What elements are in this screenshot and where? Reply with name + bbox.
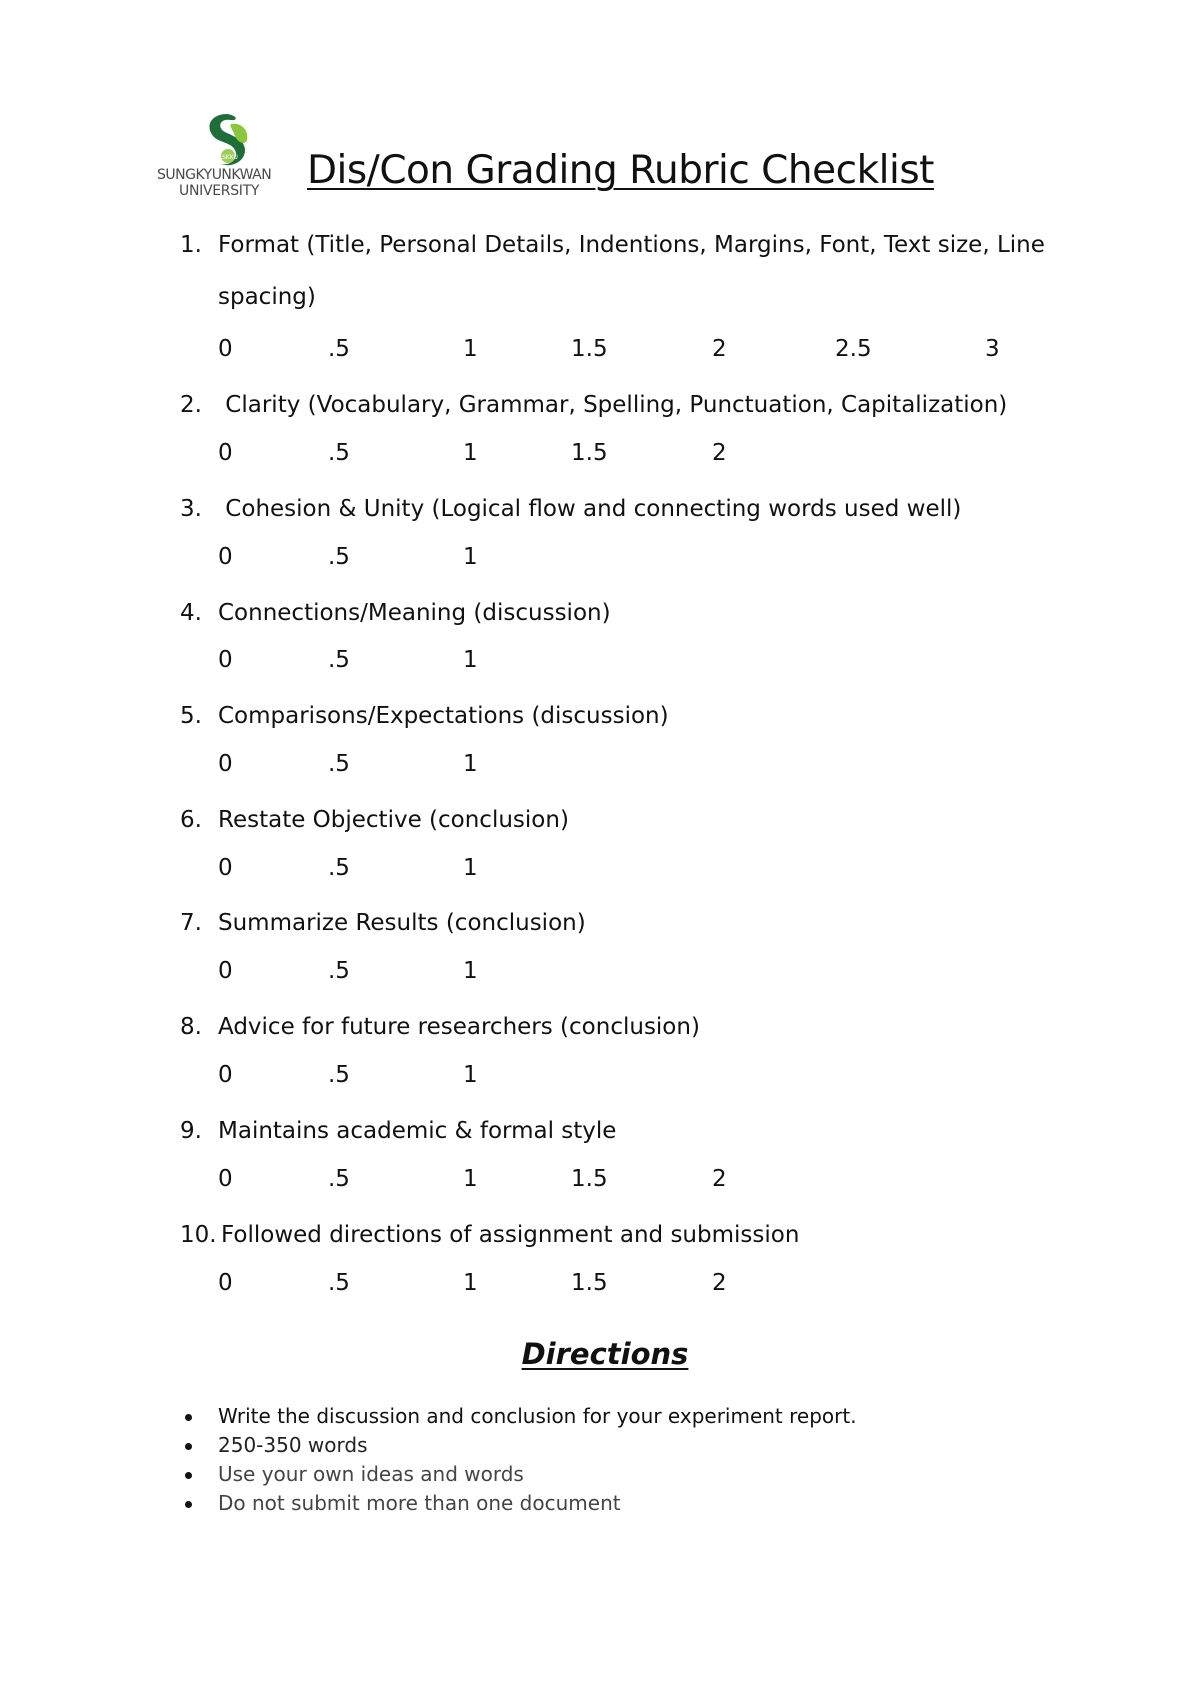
logo-text-line2: UNIVERSITY: [179, 183, 260, 199]
bullet-icon: [185, 1472, 192, 1479]
score-option[interactable]: .5: [328, 1270, 350, 1296]
rubric-item-number: 10.: [180, 1222, 217, 1248]
rubric-item-number: 8.: [180, 1014, 202, 1040]
score-option[interactable]: 1: [463, 440, 478, 466]
rubric-item-number: 6.: [180, 807, 202, 833]
score-option[interactable]: 2.5: [835, 336, 872, 362]
directions-item: Use your own ideas and words: [218, 1462, 524, 1486]
ginkgo-leaf-icon: [201, 112, 253, 170]
score-option[interactable]: .5: [328, 855, 350, 881]
score-option[interactable]: 1: [463, 1062, 478, 1088]
rubric-item-number: 4.: [180, 600, 202, 626]
score-option[interactable]: 0: [218, 544, 233, 570]
score-option[interactable]: 1: [463, 1270, 478, 1296]
rubric-item-text-continued: spacing): [218, 284, 316, 310]
directions-item: 250-350 words: [218, 1433, 368, 1457]
score-option[interactable]: 3: [985, 336, 1000, 362]
score-option[interactable]: .5: [328, 336, 350, 362]
score-option[interactable]: .5: [328, 958, 350, 984]
rubric-item-number: 3.: [180, 496, 202, 522]
score-option[interactable]: 0: [218, 1270, 233, 1296]
score-option[interactable]: 2: [712, 1166, 727, 1192]
score-option[interactable]: 1.5: [571, 440, 608, 466]
rubric-item-number: 5.: [180, 703, 202, 729]
score-option[interactable]: .5: [328, 440, 350, 466]
logo-text-line1: SUNGKYUNKWAN: [157, 167, 272, 183]
rubric-item-text: Connections/Meaning (discussion): [218, 600, 611, 626]
score-option[interactable]: 1.5: [571, 1270, 608, 1296]
rubric-item-text: Advice for future researchers (conclusion): [218, 1014, 700, 1040]
score-option[interactable]: 1: [463, 751, 478, 777]
logo-emblem-text: SKKU: [222, 154, 238, 161]
score-option[interactable]: 0: [218, 1166, 233, 1192]
score-option[interactable]: 1.5: [571, 336, 608, 362]
rubric-item-text: Cohesion & Unity (Logical flow and connecting words used well): [218, 496, 962, 522]
rubric-item-text: Clarity (Vocabulary, Grammar, Spelling, Punctuation, Capitalization): [218, 392, 1008, 418]
score-option[interactable]: 0: [218, 958, 233, 984]
page-title: Dis/Con Grading Rubric Checklist: [307, 148, 934, 193]
score-option[interactable]: 1: [463, 855, 478, 881]
score-option[interactable]: 2: [712, 1270, 727, 1296]
directions-item: Do not submit more than one document: [218, 1491, 621, 1515]
rubric-item-number: 1.: [180, 232, 202, 258]
rubric-item-text: Summarize Results (conclusion): [218, 910, 586, 936]
score-option[interactable]: 1: [463, 544, 478, 570]
score-option[interactable]: 1: [463, 1166, 478, 1192]
score-option[interactable]: 0: [218, 336, 233, 362]
score-option[interactable]: .5: [328, 647, 350, 673]
score-option[interactable]: 0: [218, 440, 233, 466]
score-option[interactable]: 1: [463, 958, 478, 984]
score-option[interactable]: 0: [218, 855, 233, 881]
directions-heading: Directions: [521, 1337, 689, 1371]
score-option[interactable]: 0: [218, 647, 233, 673]
rubric-item-text: Restate Objective (conclusion): [218, 807, 569, 833]
score-option[interactable]: 0: [218, 1062, 233, 1088]
rubric-item-text: Followed directions of assignment and submission: [221, 1222, 800, 1248]
score-option[interactable]: 1: [463, 647, 478, 673]
university-logo: [157, 112, 297, 202]
rubric-item-number: 7.: [180, 910, 202, 936]
bullet-icon: [185, 1414, 192, 1421]
score-option[interactable]: 2: [712, 440, 727, 466]
rubric-item-text: Format (Title, Personal Details, Indentions, Margins, Font, Text size, Line: [218, 232, 1045, 258]
rubric-item-number: 2.: [180, 392, 202, 418]
score-option[interactable]: 2: [712, 336, 727, 362]
rubric-item-text: Comparisons/Expectations (discussion): [218, 703, 669, 729]
score-option[interactable]: .5: [328, 751, 350, 777]
score-option[interactable]: .5: [328, 1062, 350, 1088]
rubric-item-number: 9.: [180, 1118, 202, 1144]
bullet-icon: [185, 1443, 192, 1450]
bullet-icon: [185, 1501, 192, 1508]
score-option[interactable]: .5: [328, 1166, 350, 1192]
score-option[interactable]: 0: [218, 751, 233, 777]
rubric-item-text: Maintains academic & formal style: [218, 1118, 617, 1144]
directions-item: Write the discussion and conclusion for your experiment report.: [218, 1404, 857, 1428]
score-option[interactable]: .5: [328, 544, 350, 570]
score-option[interactable]: 1: [463, 336, 478, 362]
score-option[interactable]: 1.5: [571, 1166, 608, 1192]
